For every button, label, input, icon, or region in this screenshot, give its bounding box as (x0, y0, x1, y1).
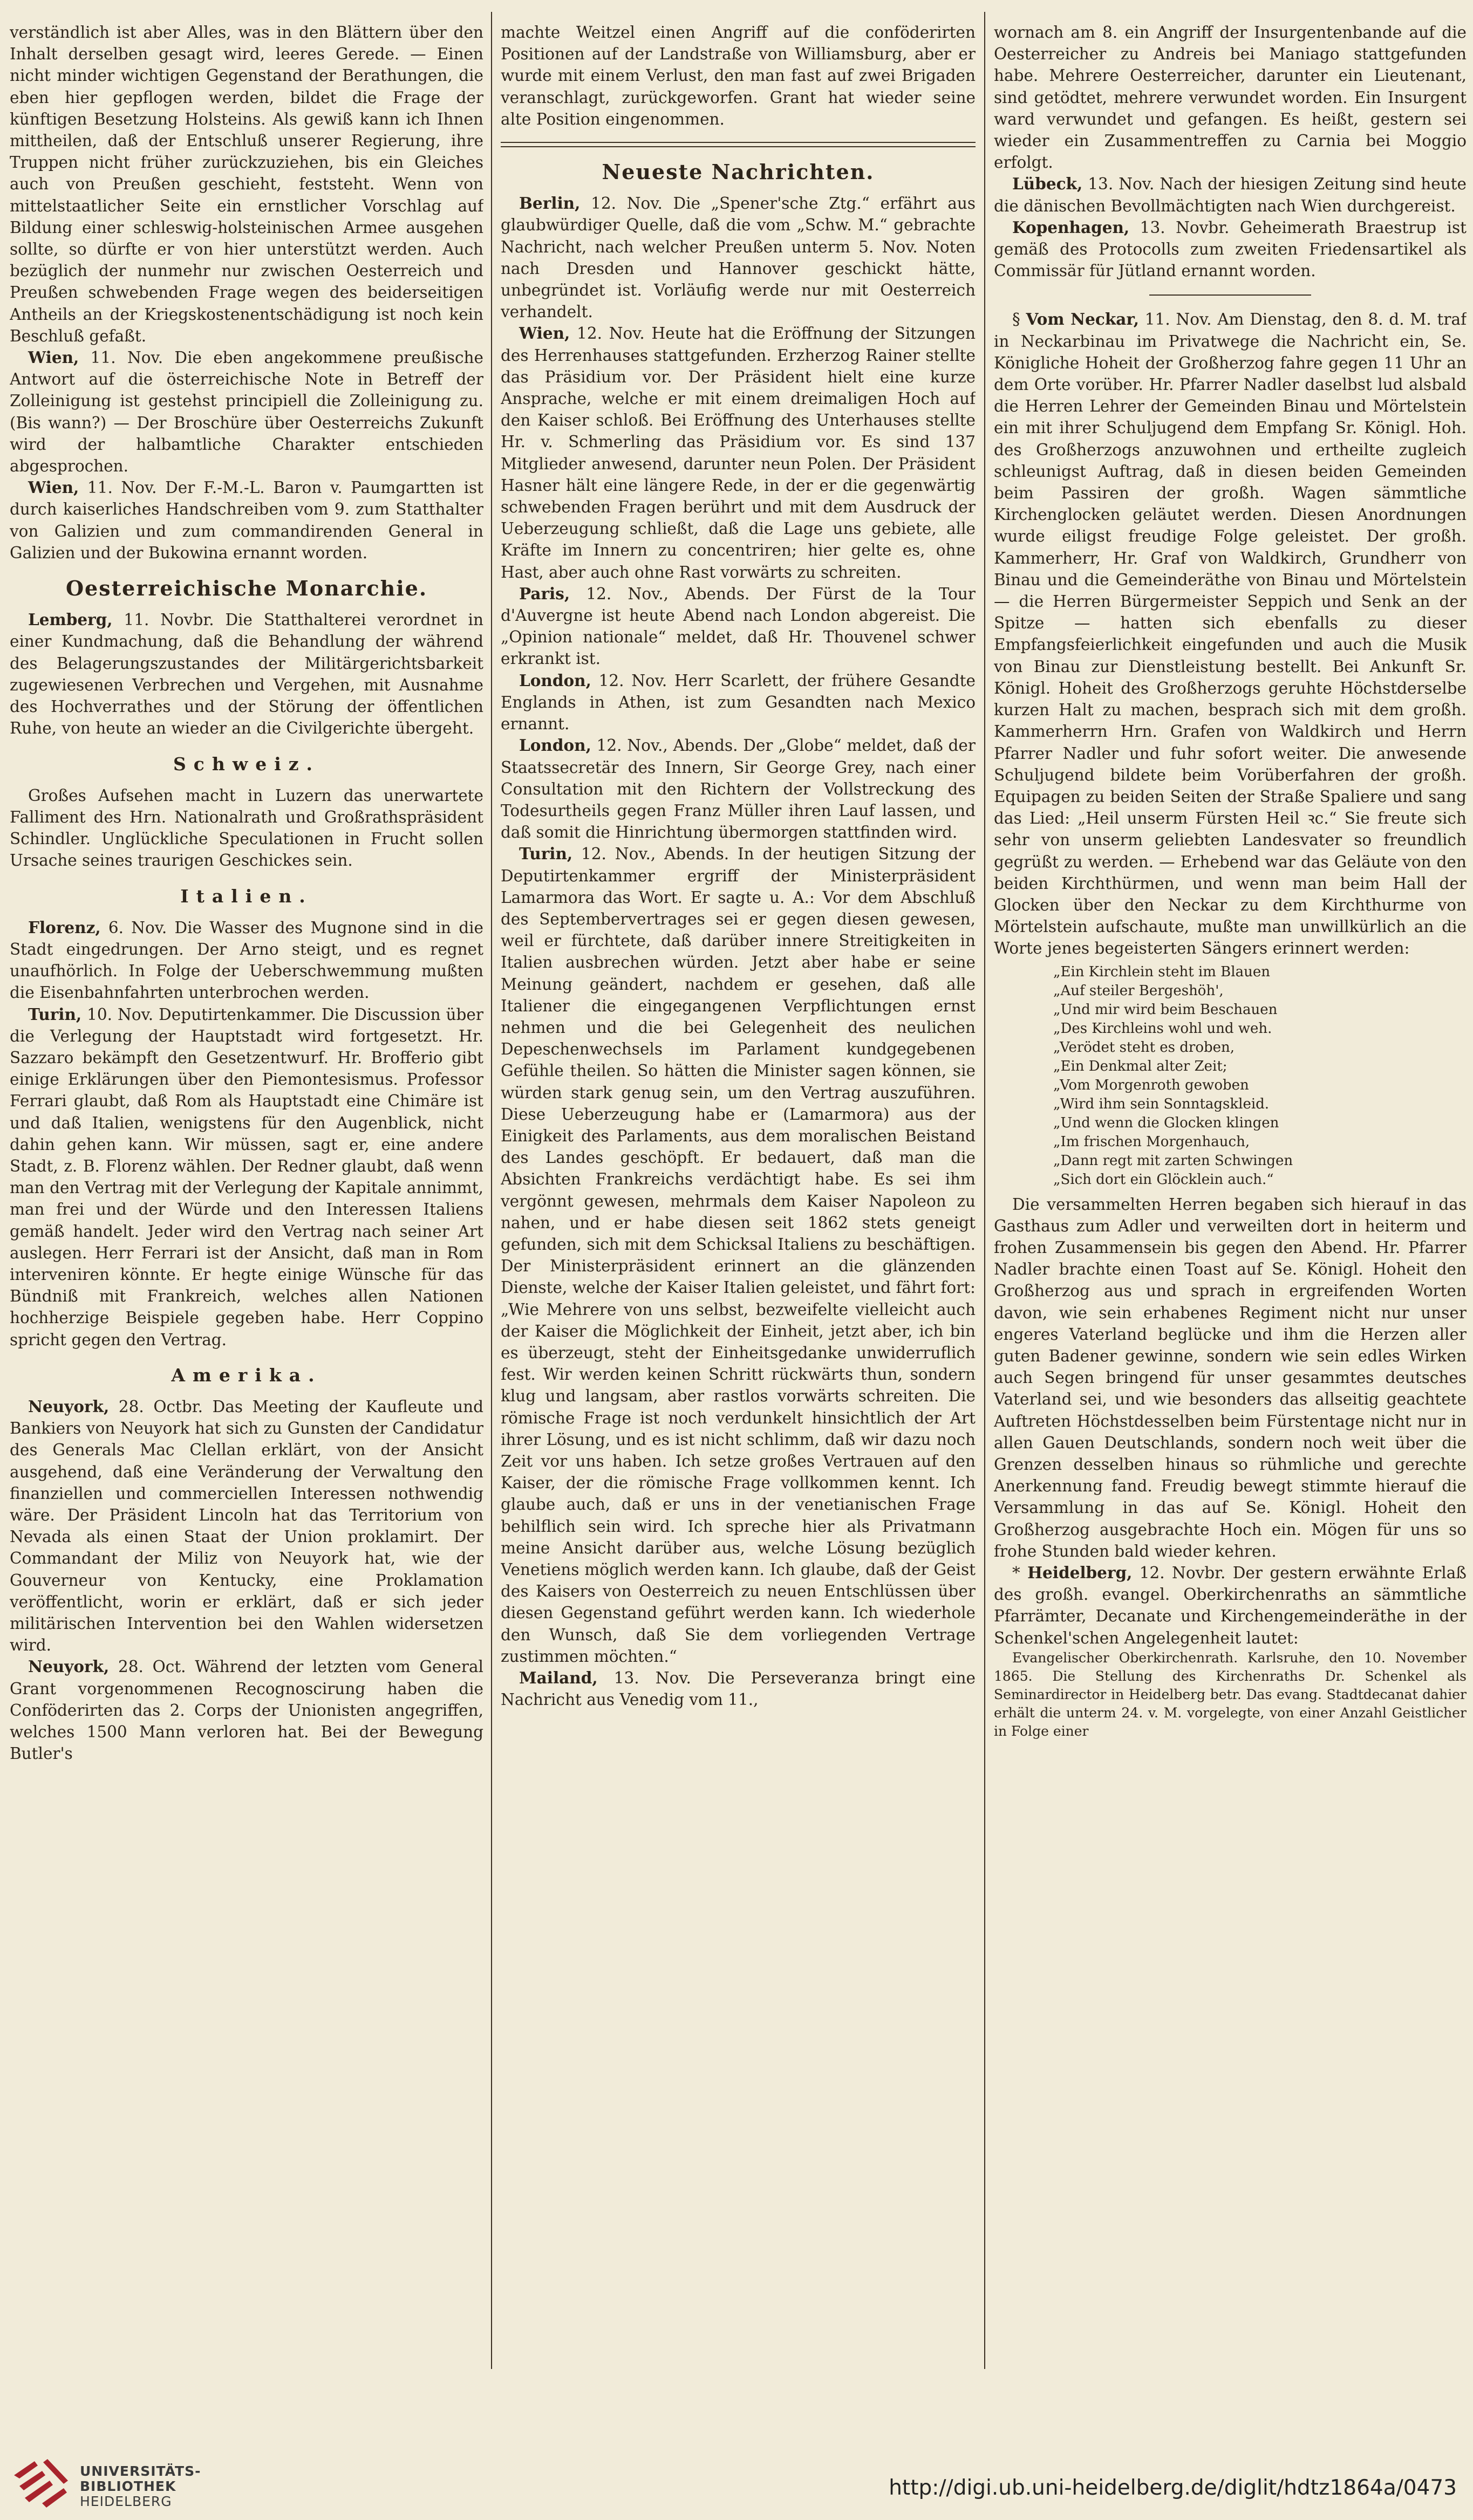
article-wien-1: Wien, 11. Nov. Die eben angekommene preußische Antwort auf die österreichische Note in Betreff der Zolleinigung ist gestehst principiell die Zolleinigung zu. (Bis wann?) — Der Broschüre über Oesterreichs Zukunft wird der halbamtliche Charakter entschieden abgesprochen. (10, 348, 483, 476)
library-name: UNIVERSITÄTS- BIBLIOTHEK HEIDELBERG (80, 2463, 201, 2509)
article-london-1: London, 12. Nov. Herr Scarlett, der frühere Gesandte Englands in Athen, ist zum Gesandten nach Mexico ernannt. (501, 670, 976, 734)
poem-block (1053, 963, 1467, 1189)
column-rule (984, 12, 985, 2369)
poem-line: „Ein Denkmal alter Zeit; (1053, 1058, 1228, 1074)
document-url-link[interactable]: http://digi.ub.uni-heidelberg.de/diglit/hdtz1864a/0473 (889, 2476, 1457, 2500)
section-heading-italien: Italien. (180, 885, 313, 907)
article-turin-2: Turin, 12. Nov., Abends. In der heutigen Sitzung der Deputirtenkammer ergriff der Ministerpräsident Lamarmora das Wort. Er sagte u. A.: Vor dem Abschluß des Septembervertrages sei er gegen diesen gewesen, weil er fürchtete, daß darüber innere Streitigkeiten in Italien ausbrechen würden. Jetzt aber habe er seine Meinung geändert, nachdem er gesehen, daß alle Italiener die eingegangenen Verpflichtungen ernst nehmen und die bei Gelegenheit des neulichen Depeschenwechsels im Parlament kundgegebenen Gefühle theilen. So hätten die Minister sagen können, sie würden stark genug sein, um den Vertrag auszuführen. Diese Ueberzeugung habe er (Lamarmora) aus der Einigkeit des Parlaments, aus dem moralischen Beistand des Landes geschöpft. Er bedauert, daß man die Absichten Frankreichs verdächtigt habe. Es sei ihm vergönnt gewesen, mehrmals dem Kaiser Napoleon zu nahen, und er habe diesen seit 1862 stets geneigt gefunden, sich mit dem Schicksal Italiens zu beschäftigen. Der Ministerpräsident erinnert an die glänzenden Dienste, welche der Kaiser Italien geleistet, und fährt fort: „Wie Mehrere von uns selbst, bezweifelte vielleicht auch der Kaiser die Möglichkeit der Einheit, jetzt aber, ich bin es überzeugt, steht der Einheitsgedanke unwiderruflich fest. Wir werden keinen Schritt rückwärts thun, sondern klug und langsam, aber rastlos vorwärts schreiten. Die römische Frage ist noch verdunkelt hinsichtlich der Art ihrer Lösung, und es ist nicht schlimm, daß wir dazu noch Zeit vor uns haben. Ich setze großes Vertrauen auf den Kaiser, der die römische Frage vollkommen kennt. Ich glaube auch, daß er uns in der venetianischen Frage behilflich sein wird. Ich spreche hier als Privatmann meine Ansicht darüber aus, welche Lösung bezüglich Venetiens möglich werden kann. Ich glaube, daß der Geist des Kaisers von Oesterreich zu neuen Entschlüssen über diesen Gegenstand geführt werden kann. Ich wiederhole den Wunsch, daß Sie dem vorliegenden Vertrage zustimmen möchten.“ (501, 844, 976, 1666)
dateline: Wien, (28, 348, 79, 367)
dateline: Lübeck, (1012, 174, 1083, 194)
poem-line: „Und mir wird beim Beschauen (1053, 1001, 1278, 1018)
dateline: London, (519, 670, 591, 690)
article-vom-neckar: § Vom Neckar, 11. Nov. Am Dienstag, den 8. d. M. traf in Neckarbinau im Privatwege die Nachricht ein, Se. Königliche Hoheit der Großherzog fahre gegen 11 Uhr an dem Orte vorüber. Hr. Pfarrer Nadler daselbst lud alsbald die Herren Lehrer der Gemeinden Binau und Mörtelstein ein mit ihrer Schuljugend dem Empfang Sr. Königl. Hoh. des Großherzogs anzuwohnen und ertheilte zugleich schleunigst Auftrag, daß in diesen beiden Gemeinden beim Passiren der großh. Wagen sämmtliche Kirchenglocken geläutet werden. Diesen Anordnungen wurde eiligst freudige Folge geleistet. Der großh. Kammerherr, Hr. Graf von Waldkirch, Grundherr von Binau und die Gemeinderäthe von Binau und Mörtelstein — die Herren Bürgermeister Seppich und Senk an der Spitze — hatten sich ebenfalls zu dieser Empfangsfeierlichkeit eingefunden und auch die Musik von Binau zur Dienstleistung bestellt. Bei Ankunft Sr. Königl. Hoheit des Großherzogs geruhte Höchstderselbe kurzen Halt zu machen, besprach sich mit dem großh. Kammerherrn Hrn. Grafen von Waldkirch und Herrn Pfarrer Nadler und fuhr sofort weiter. Die anwesende Schuljugend bildete beim Vorüberfahren der großh. Equipagen zu beiden Seiten der Straße Spaliere und sang das Lied: „Heil unserm Fürsten Heil ꝛc.“ Sie freute sich sehr von unserm geliebten Landesvater so freundlich gegrüßt zu werden. — Erhebend war das Geläute von den beiden Kirchthürmen, und wenn man beim Hall der Glocken über den Neckar zu dem Kirchthurme von Mörtelstein aufschaute, mußte man unwillkürlich an die Worte jenes begeisterten Sängers erinnert werden: (994, 310, 1467, 958)
dateline: Florenz, (28, 917, 101, 937)
poem-line: „Vom Morgenroth gewoben (1053, 1077, 1249, 1093)
poem-line: „Ein Kirchlein steht im Blauen (1053, 963, 1270, 980)
dateline: Neuyork, (28, 1657, 110, 1676)
dateline: Mailand, (519, 1668, 598, 1688)
dateline: Turin, (28, 1004, 82, 1024)
dateline: London, (519, 736, 591, 755)
section-heading-amerika: Amerika. (171, 1364, 322, 1386)
poem-line: „Und wenn die Glocken klingen (1053, 1114, 1279, 1131)
poem-line: „Dann regt mit zarten Schwingen (1053, 1152, 1293, 1169)
article-luebeck: Lübeck, 13. Nov. Nach der hiesigen Zeitung sind heute die dänischen Bevollmächtigten nach Wien durchgereist. (994, 174, 1467, 215)
asterisk-mark: * (1012, 1563, 1020, 1582)
article-paragraph: wornach am 8. ein Angriff der Insurgentenbande auf die Oesterreicher zu Andreis bei Maniago stattgefunden habe. Mehrere Oesterreicher, darunter ein Lieutenant, sind getödtet, mehrere verwundet worden. Ein Insurgent ward verwundet und gefangen. Es heißt, gestern sei wieder ein Zusammentreffen zu Carnia bei Moggio erfolgt. (994, 23, 1467, 172)
article-heidelberg: * Heidelberg, 12. Novbr. Der gestern erwähnte Erlaß des großh. evangel. Oberkirchenraths an sämmtliche Pfarrämter, Decanate und Kirchengemeinderäthe in der Schenkel'schen Angelegenheit lautet: (994, 1563, 1467, 1647)
article-paris: Paris, 12. Nov., Abends. Der Fürst de la Tour d'Auvergne ist heute Abend nach London abgereist. Die „Opinion nationale“ meldet, daß Hr. Thouvenel schwer erkrankt ist. (501, 584, 976, 668)
poem-line: „Im frischen Morgenhauch, (1053, 1133, 1250, 1150)
article-london-2: London, 12. Nov., Abends. Der „Globe“ meldet, daß der Staatssecretär des Innern, Sir George Grey, nach einer Consultation mit den Richtern der Vollstreckung des Todesurtheils gegen Franz Müller ihren Lauf lassen, und daß somit die Hinrichtung übermorgen stattfinden wird. (501, 736, 976, 842)
dateline: Wien, (28, 478, 79, 497)
article-mailand: Mailand, 13. Nov. Die Perseveranza bringt eine Nachricht aus Venedig vom 11., (501, 1668, 976, 1709)
dateline: Kopenhagen, (1012, 217, 1130, 237)
article-paragraph: machte Weitzel einen Angriff auf die conföderirten Positionen auf der Landstraße von Williamsburg, aber er wurde mit einem Verlust, den man fast auf zwei Brigaden veranschlagt, zurückgeworfen. Grant hat wieder seine alte Position eingenommen. (501, 23, 976, 128)
section-heading-schweiz: Schweiz. (173, 753, 320, 775)
column-left (10, 22, 483, 2362)
decree-text: Evangelischer Oberkirchenrath. Karlsruhe, den 10. November 1865. Die Stellung des Kirchenraths Dr. Schenkel als Seminardirector in Heidelberg betr. Das evang. Stadtdecanat dahier erhält die unterm 24. v. M. vorgelegte, von einer Anzahl Geistlicher in Folge einer (994, 1649, 1467, 1739)
poem-line: „Des Kirchleins wohl und weh. (1053, 1020, 1272, 1037)
section-divider (501, 142, 976, 147)
article-turin-1: Turin, 10. Nov. Deputirtenkammer. Die Discussion über die Verlegung der Hauptstadt wird fortgesetzt. Hr. Sazzaro bekämpft den Gesetzentwurf. Hr. Brofferio gibt einige Erklärungen über den Piemontesismus. Professor Ferrari glaubt, daß Rom als Hauptstadt eine Chimäre ist und daß Italien, wenigstens für den Augenblick, nicht dahin gehen kann. Wir müssen, sagt er, eine andere Stadt, z. B. Florenz wählen. Der Redner glaubt, daß wenn man den Vertrag mit der Verlegung der Kapitale annimmt, man frei und der Würde und den Interessen Italiens gemäß handelt. Jeder wird den Vertrag nach seiner Art auslegen. Herr Ferrari ist der Ansicht, daß man in Rom interveniren könnte. Er hegte einige Wünsche für das Bündniß mit Frankreich, welches allen Nationen hochherzige Beispiele gegeben habe. Herr Coppino spricht gegen den Vertrag. (10, 1004, 483, 1349)
dateline: Neuyork, (28, 1396, 110, 1416)
university-library-logo-icon (12, 2457, 71, 2511)
article-separator (1149, 295, 1311, 296)
poem-line: „Wird ihm sein Sonntagskleid. (1053, 1095, 1270, 1112)
article-kopenhagen: Kopenhagen, 13. Novbr. Geheimerath Braestrup ist gemäß des Protocolls zum zweiten Friedensartikel als Commissär für Jütland ernannt worden. (994, 217, 1467, 280)
article-neuyork-2: Neuyork, 28. Oct. Während der letzten vom General Grant vorgenommenen Recognoscirung haben die Conföderirten das 2. Corps der Unionisten angegriffen, welches 1500 Mann verloren hat. Bei der Bewegung Butler's (10, 1657, 483, 1763)
article-paragraph: verständlich ist aber Alles, was in den Blättern über den Inhalt derselben gesagt wird, leeres Gerede. — Einen nicht minder wichtigen Gegenstand der Berathungen, die eben hier gepflogen werden, bildet die Frage der künftigen Besetzung Holsteins. Als gewiß kann ich Ihnen mittheilen, daß der Entschluß unserer Regierung, ihre Truppen nicht früher zurückzuziehen, bis ein Gleiches auch von Preußen geschieht, feststeht. Wenn von mittelstaatlicher Seite ein ernstlicher Vorschlag auf Bildung einer schleswig-holsteinischen Armee ausgehen sollte, so dürfte er von hier unterstützt werden. Auch bezüglich der nunmehr nur zwischen Oesterreich und Preußen schwebenden Frage wegen des beiderseitigen Antheils an der Kriegskostenentschädigung ist noch kein Beschluß gefaßt. (10, 23, 483, 345)
column-rule (491, 12, 492, 2369)
poem-line: „Sich dort ein Glöcklein auch.“ (1053, 1171, 1274, 1188)
article-neuyork-1: Neuyork, 28. Octbr. Das Meeting der Kaufleute und Bankiers von Neuyork hat sich zu Gunsten der Candidatur des Generals Mac Clellan erklärt, von der Ansicht ausgehend, daß eine Veränderung der Verwaltung den finanziellen und commerciellen Interessen nothwendig wäre. Der Präsident Lincoln hat das Territorium von Nevada als einen Staat der Union proklamirt. Der Commandant der Miliz von Neuyork hat, wie der Gouverneur von Kentucky, eine Proklamation veröffentlicht, worin er erklärt, daß er sich jeder militärischen Intervention bei den Wahlen widersetzen wird. (10, 1396, 483, 1655)
column-middle (501, 22, 976, 2362)
section-heading-oesterreich: Oesterreichische Monarchie. (65, 576, 428, 601)
poem-line: „Auf steiler Bergeshöh', (1053, 982, 1224, 999)
dateline: Berlin, (519, 194, 581, 213)
article-wien-3: Wien, 12. Nov. Heute hat die Eröffnung der Sitzungen des Herrenhauses stattgefunden. Erzherzog Rainer stellte das Präsidium vor. Der Präsident hielt eine kurze Ansprache, welche er mit einem dreimaligen Hoch auf den Kaiser schloß. Bei Eröffnung des Unterhauses stellte Hr. v. Schmerling das Präsidium vor. Es sind 137 Mitglieder anwesend, darunter neun Polen. Der Präsident Hasner hält eine längere Rede, in der er die gegenwärtig schwebenden Fragen berührt und mit dem Ausdruck der Ueberzeugung schließt, daß die Lage uns gebiete, alle Kräfte im Innern zu concentriren; hier gelte es, ohne Hast, aber auch ohne Rast vorwärts zu schreiten. (501, 324, 976, 581)
column-right (994, 22, 1467, 2362)
poem-line: „Verödet steht es droben, (1053, 1039, 1235, 1056)
section-heading-neueste: Neueste Nachrichten. (602, 160, 875, 184)
dateline: Wien, (519, 324, 570, 343)
dateline: Paris, (519, 584, 570, 603)
dateline: Heidelberg, (1027, 1563, 1133, 1582)
article-wien-2: Wien, 11. Nov. Der F.-M.-L. Baron v. Paumgartten ist durch kaiserliches Handschreiben vom 9. zum Statthalter von Galizien und zum commandirenden General in Galizien und der Bukowina ernannt worden. (10, 478, 483, 562)
section-mark: § (1012, 310, 1020, 329)
article-florenz: Florenz, 6. Nov. Die Wasser des Mugnone sind in die Stadt eingedrungen. Der Arno steigt, und es regnet unaufhörlich. In Folge der Ueberschwemmung mußten die Eisenbahnfahrten unterbrochen werden. (10, 917, 483, 1002)
dateline: Turin, (519, 844, 573, 864)
article-paragraph: Die versammelten Herren begaben sich hierauf in das Gasthaus zum Adler und verweilten dort in heiterm und frohen Zusammensein bis gegen den Abend. Hr. Pfarrer Nadler brachte einen Toast auf Se. Königl. Hoheit den Großherzog aus und sprach in ergreifenden Worten davon, wie sein erhabenes Regiment nicht nur unser engeres Vaterland beglücke und ihm die Herzen aller guten Badener gewinne, sondern wie sein edles Wirken auch Segen bringend für unser gesammtes deutsches Vaterland sei, und wie besonders das allseitig geachtete Auftreten Höchstdesselben beim Fürstentage nicht nur in allen Gauen Deutschlands, sondern noch weit über die Grenzen desselben hinaus so rühmliche und gerechte Anerkennung fand. Freudig bewegt stimmte hierauf die Versammlung in das auf Se. Königl. Hoheit den Großherzog ausgebrachte Hoch ein. Mögen für uns so frohe Stunden bald wieder kehren. (994, 1195, 1467, 1560)
dateline: Lemberg, (28, 610, 113, 629)
article-berlin: Berlin, 12. Nov. Die „Spener'sche Ztg.“ erfährt aus glaubwürdiger Quelle, daß die vom „Schw. M.“ gebrachte Nachricht, nach welcher Preußen unterm 5. Nov. Noten nach Dresden und Hannover geschickt hätte, unbegründet ist. Vorläufig werde nur mit Oesterreich verhandelt. (501, 194, 976, 321)
dateline: Vom Neckar, (1026, 310, 1140, 329)
article-lemberg: Lemberg, 11. Novbr. Die Statthalterei verordnet in einer Kundmachung, daß die Behandlung der während des Belagerungszustandes der Militärgerichtsbarkeit zugewiesenen Verbrechen und Vergehen, mit Ausnahme des Hochverrathes und der Störung der öffentlichen Ruhe, von heute an wieder an die Civilgerichte übergeht. (10, 610, 483, 738)
article-schweiz: Großes Aufsehen macht in Luzern das unerwartete Falliment des Hrn. Nationalrath und Großrathspräsident Schindler. Unglückliche Speculationen in Frucht sollen Ursache seines traurigen Geschickes sein. (10, 786, 483, 870)
